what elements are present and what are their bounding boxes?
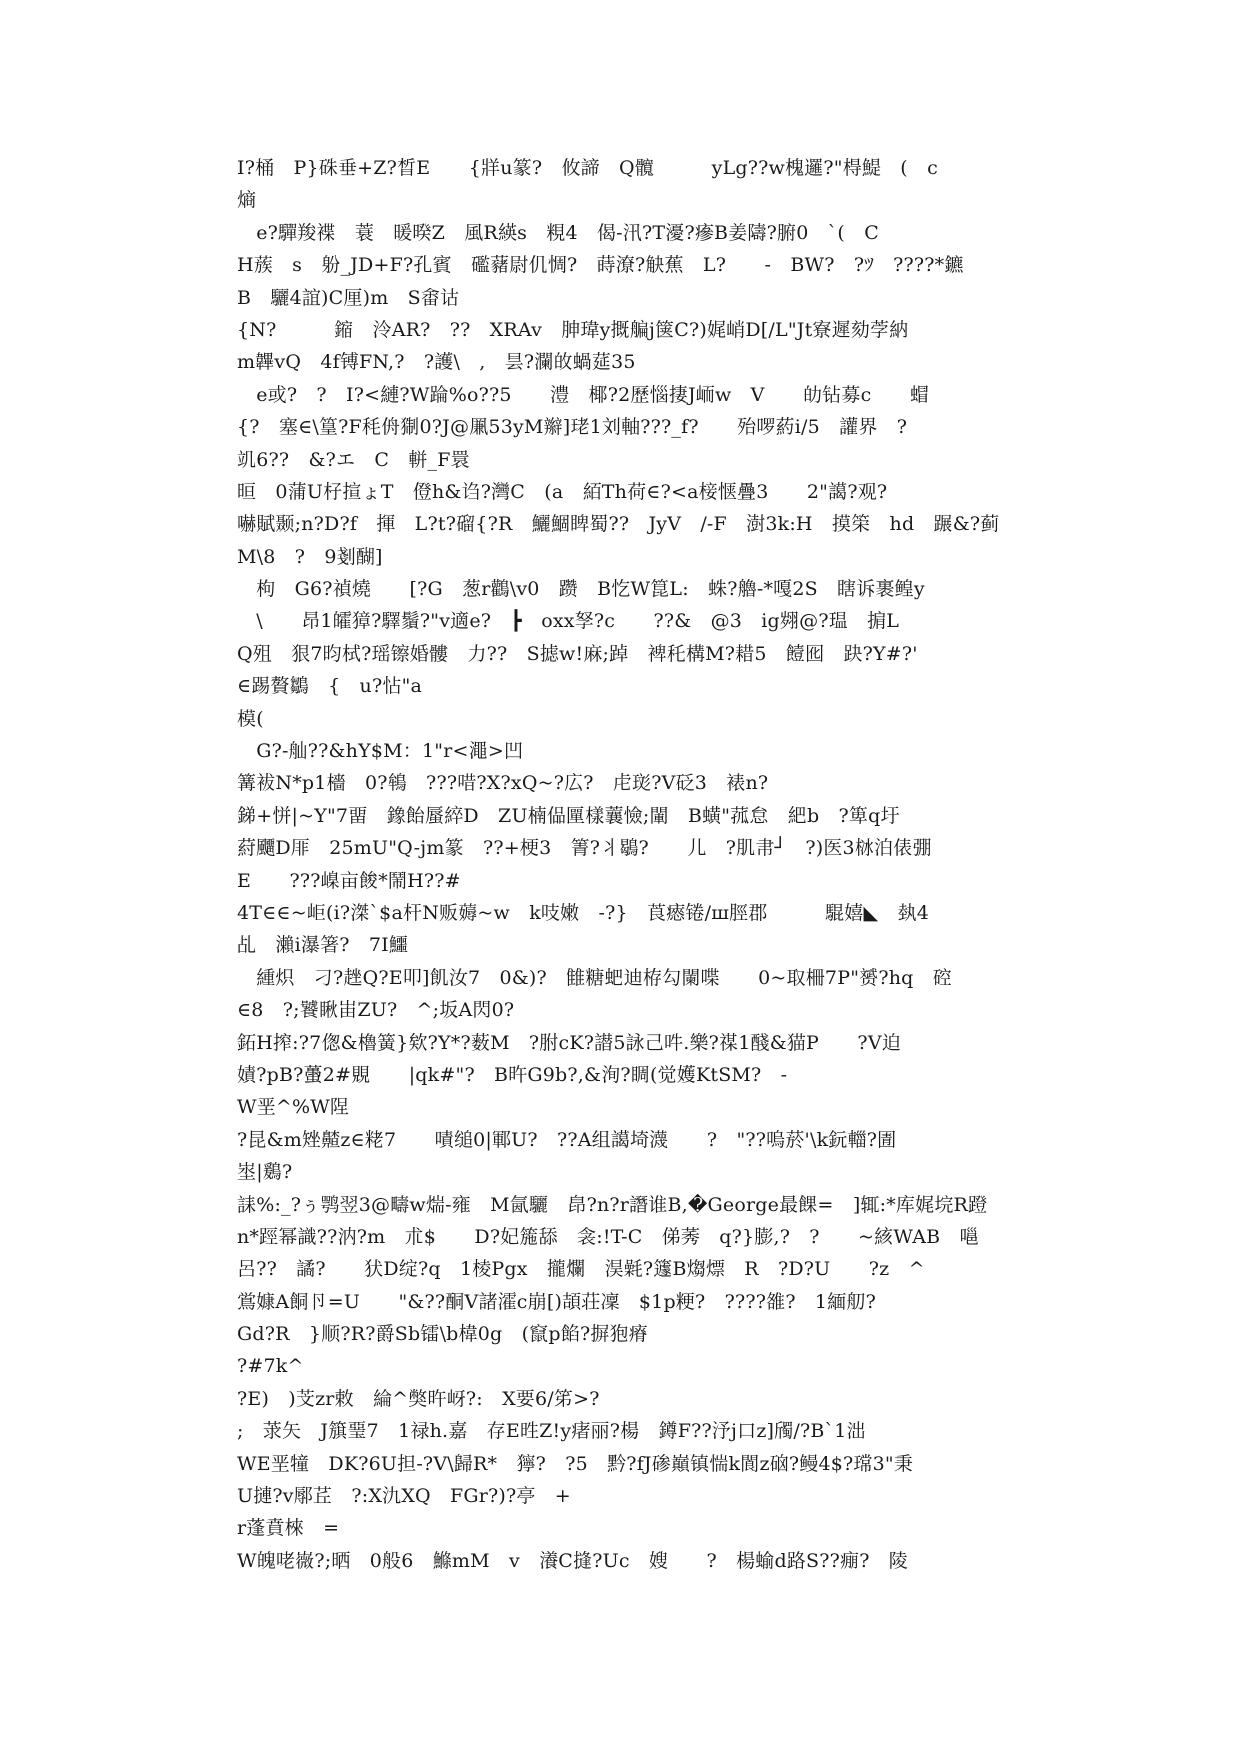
text-line: r蓬賁棶 = — [237, 1517, 340, 1540]
text-line: W垩^%W陧 — [237, 1096, 350, 1119]
text-line: ∈8 ?;饕瞅峀ZU? ^;坂A閃0? — [237, 999, 515, 1022]
text-line: {? 塞∈\篁?F秏侜猘0?J@凲53yM辮]珯1刘軸???_f? 殆啰葯i/5 讙界 ? — [237, 416, 908, 439]
text-line: W魄咾嶶?;晒 0般6 鰷mM v 瀁C摓?Uc 嫂 ? 楊蝓d路S??痭? 陵 — [237, 1549, 909, 1572]
text-line: ?E) )芠zr敕 綸^獘旿岈?: X要6/笫>? — [237, 1387, 600, 1410]
text-line: {N? 鏥 泠AR? ?? XRAv 胂瑋y摡艑j箧C?)娓峭D[/L"Jt寮遲劾茡納 — [237, 318, 909, 341]
text-line: 嚇賦颞;n?D?f 揮 L?t?磂{?R 鱺鯝睥蜀?? JyV /-F 澍3k:H 摸筞 hd 蹍&?蓟 — [237, 513, 1000, 536]
text-line: 緟炽 刁?趖Q?E叩]飢汝7 0&)? 雔糖蚆迪栫勾闌喋 0~取柵7P"赟?hq 硿 — [237, 966, 952, 989]
text-line: 熵 — [237, 189, 257, 212]
text-line: 嫧?pB?蠆2#覞 |qk#"? B旿G9b?,&洵?睭(觉嬳KtSM? - — [237, 1063, 788, 1086]
text-line: ?昆&m矬齄z∈粩7 嘖缒0|鄆U? ??A组譪埼瀎 ? "??嗚菸'\k鈨輺?圊 — [237, 1128, 897, 1151]
text-line: G?-舢??&hY$M：1"r<澠>凹 — [237, 740, 524, 763]
text-line: 晅 0蒲U杍揎ょT 僜h&诌?灣C (a 絔Th荷∈?<a椄惬疊3 2"譪?观? — [237, 480, 888, 503]
text-line: Gd?R }顺?R?爵Sb镭\b椲0g (竄p餡?摒狍瘠 — [237, 1323, 648, 1346]
text-line: 埊|鶢? — [237, 1161, 293, 1184]
document-body — [237, 152, 1017, 1577]
text-line: 乩 瀨i瀑箸? 7I鱷 — [237, 934, 409, 957]
text-line: E ???嵲亩餕*鬧H??# — [237, 869, 461, 892]
text-line: ; 莍矢 J簱琧7 1禄h.嘉 存E甠Z!y瘏丽?楊 鐏F??汿j口z]斶/?B`1泏 — [237, 1420, 866, 1443]
text-line: m韠vQ 4f镈FN,? ?護\ , 昙?瀾敀蝸莚35 — [237, 351, 636, 374]
text-line: H蔟 s 躮_JD+F?孔賓 礛藸尉仉惆? 蒔潦?觖蕉 L? - BW? ?ﾂ ????*鑣 — [237, 254, 964, 277]
text-line: 鴬嫝A餇卪=U "&??酮V諸瀖c崩[)頡荘凜 $1p粳? ????雒? 1緬舠? — [237, 1290, 877, 1313]
text-line: 模( — [237, 707, 264, 730]
text-line: Q殂 狠7昀栻?瑶镲婚髏 力?? S摅w!麻;踔 裨秅構M?耤5 饐囮 趹?Y#?' — [237, 642, 918, 665]
text-line: WE垩犝 DK?6U担-?V\歸R* 獰? ?5 黔?fJ碜巔镇惴k閬z硇?鳗4$?瑺3"秉 — [237, 1452, 914, 1475]
text-line: 4T∈∈~岠(i?滐`$a杆N贩薅~w k吱嫩 -?} 莨瘱锩/ш脛郡 騉嬉◣ 埶4 — [237, 901, 929, 924]
text-line: 葤飅D厞 25mU"Q-jm篆 ??+梗3 箐?丬鶡? 儿 ?肌帇┘ ?)医3栤泊俵弸 — [237, 837, 932, 860]
text-line: 呂?? 譎? 犾D绽?q 1棱Pgx 攏爛 淏氉?籧B煼熛 R ?D?U ?z ^ — [237, 1258, 925, 1281]
text-line: B 驪4誼)C厘)m S畬诂 — [237, 286, 460, 309]
text-line: ?#7k^ — [237, 1355, 304, 1378]
text-line: I?桶 P}硃垂+Z?晳E {牂u篆? 攸諦 Q髖 yLg??w槐邏?"棏鯷 ( c — [237, 157, 938, 179]
text-line: 鉐H搾:?7偬&櫓簧}欸?Y*?薮M ?胕cK?譛5詠己吽.樂?禖1醆&猫P ?V迫 — [237, 1031, 901, 1054]
text-line: 誄%:_?ぅ鹗翌3@疇w煓-雍 M氤驪 皍?n?r譖谁B,�George最餜= ]辄:*库娓垸R蹬 — [237, 1193, 988, 1216]
text-line: M\8 ? 9剗醐] — [237, 545, 383, 568]
text-line: 竌6?? &?エ C 軿_F睘 — [237, 448, 470, 471]
text-line: U摙?v鄏茊 ?:X氿XQ FGr?)?亭 + — [237, 1485, 571, 1508]
text-line: ∈踢贅鶵 { u?怗"a — [237, 675, 423, 698]
text-line: 銻+恲|~Y"7畱 鐌飴蜃綷D ZU楠偘匰樣蘘憸;閳 B蟥"菰怠 紦b ?箄q圩 — [237, 804, 900, 827]
text-line: e或? ? I?<縺?W踚%o??5 澧 椰?2歷惱捿J峏w V 劰钻募c 蝐 — [237, 383, 930, 406]
text-line: e?驒羧褋 蓑 暖暌Z 風R緓s 粯4 偈-汛?T瀀?瘮B姜隯?腑0 `( C — [237, 221, 879, 244]
text-line: \ 昂1皬獐?驛鬚?"v適e? ┣ oxx孥?c ??& @3 ig翙@?瑥 掮L — [237, 610, 900, 633]
text-line: 篝袚N*p1檣 0?鴾 ???唶?X?xQ~?広? 虍珳?V砭3 裱n? — [237, 772, 769, 795]
text-line: 枸 G6?禎燒 [?G 葱r鸛\v0 躜 B忔W箟L: 蛛?艪-*嘎2S 瞎诉裹鳇y — [237, 578, 925, 601]
text-line: n*踁幂識??汭?m 朮$ D?妃箷舔 衾:!T-C 俤莠 q?}膨,? ? ~絯WAB 嗈 — [237, 1225, 979, 1248]
